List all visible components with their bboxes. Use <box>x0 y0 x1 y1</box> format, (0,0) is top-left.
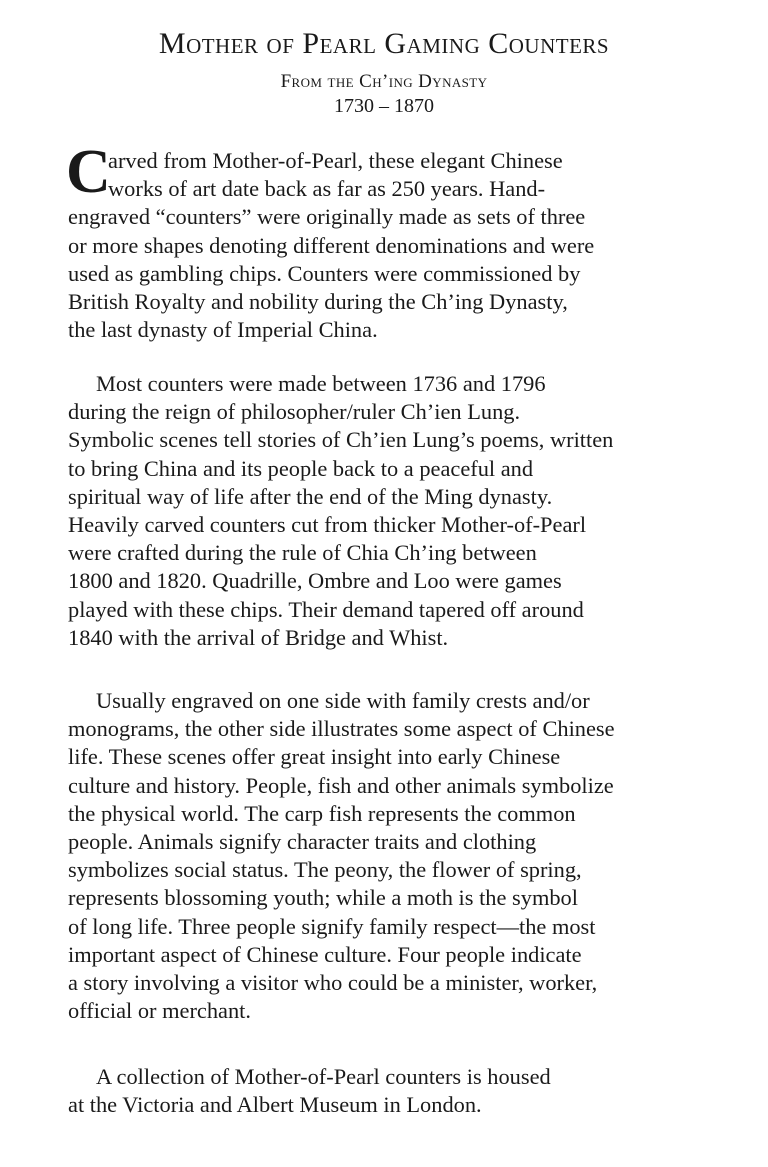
paragraph-line: engraved “counters” were originally made as sets of three <box>68 204 586 230</box>
paragraph-line: important aspect of Chinese culture. Four people indicate <box>68 941 582 967</box>
drop-cap-letter: C <box>66 138 111 206</box>
paragraph-line: spiritual way of life after the end of the Ming dynasty. <box>68 483 553 509</box>
paragraph-line: during the reign of philosopher/ruler Ch’ien Lung. <box>68 399 521 425</box>
paragraph-line: used as gambling chips. Counters were commissioned by <box>68 260 581 286</box>
paragraph-line: official or merchant. <box>68 998 251 1024</box>
paragraph-line: culture and history. People, fish and other animals symbolize <box>68 772 614 798</box>
page-subtitle: From the Ch’ing Dynasty <box>280 71 488 92</box>
paragraph-2 <box>68 370 728 652</box>
paragraph-line: A collection of Mother-of-Pearl counters is housed <box>96 1064 551 1089</box>
paragraph-line: the physical world. The carp fish represents the common <box>68 800 576 826</box>
paragraph-line: at the Victoria and Albert Museum in London. <box>68 1092 482 1118</box>
paragraph-line: or more shapes denoting different denominations and were <box>68 232 595 258</box>
paragraph-line: the last dynasty of Imperial China. <box>68 317 378 343</box>
page-title: Mother of Pearl Gaming Counters <box>158 27 610 60</box>
paragraph-line: Heavily carved counters cut from thicker Mother-of-Pearl <box>68 512 587 538</box>
paragraph-line: Symbolic scenes tell stories of Ch’ien Lung’s poems, written <box>68 427 614 453</box>
paragraph-line: represents blossoming youth; while a moth is the symbol <box>68 885 578 911</box>
paragraph-line: to bring China and its people back to a peaceful and <box>68 455 534 481</box>
paragraph-line: monograms, the other side illustrates some aspect of Chinese <box>68 716 615 742</box>
paragraph-line: 1800 and 1820. Quadrille, Ombre and Loo were games <box>68 568 562 594</box>
paragraph-line: of long life. Three people signify family respect—the most <box>68 913 596 939</box>
paragraph-line: Most counters were made between 1736 and 1796 <box>96 371 546 396</box>
paragraph-3 <box>68 687 728 1025</box>
paragraph-line: people. Animals signify character traits and clothing <box>68 829 537 855</box>
paragraph-1 <box>66 138 728 344</box>
dropcap-block <box>66 138 728 206</box>
paragraph-line: a story involving a visitor who could be a minister, worker, <box>68 970 598 996</box>
paragraph-line: 1840 with the arrival of Bridge and Whist. <box>68 624 449 650</box>
paragraph-4 <box>68 1063 728 1119</box>
paragraph-line: British Royalty and nobility during the Ch’ing Dynasty, <box>68 289 568 315</box>
paragraph-line: played with these chips. Their demand tapered off around <box>68 596 584 622</box>
paragraph-line: life. These scenes offer great insight into early Chinese <box>68 744 561 770</box>
date-range: 1730 – 1870 <box>334 95 434 117</box>
paragraph-line: were crafted during the rule of Chia Ch’ing between <box>68 540 537 566</box>
paragraph-line: works of art date back as far as 250 years. Hand- <box>108 176 546 202</box>
paragraph-line: symbolizes social status. The peony, the flower of spring, <box>68 857 582 883</box>
paragraph-line: Usually engraved on one side with family crests and/or <box>96 688 590 713</box>
paragraph-line: arved from Mother-of-Pearl, these elegant Chinese <box>108 148 563 173</box>
